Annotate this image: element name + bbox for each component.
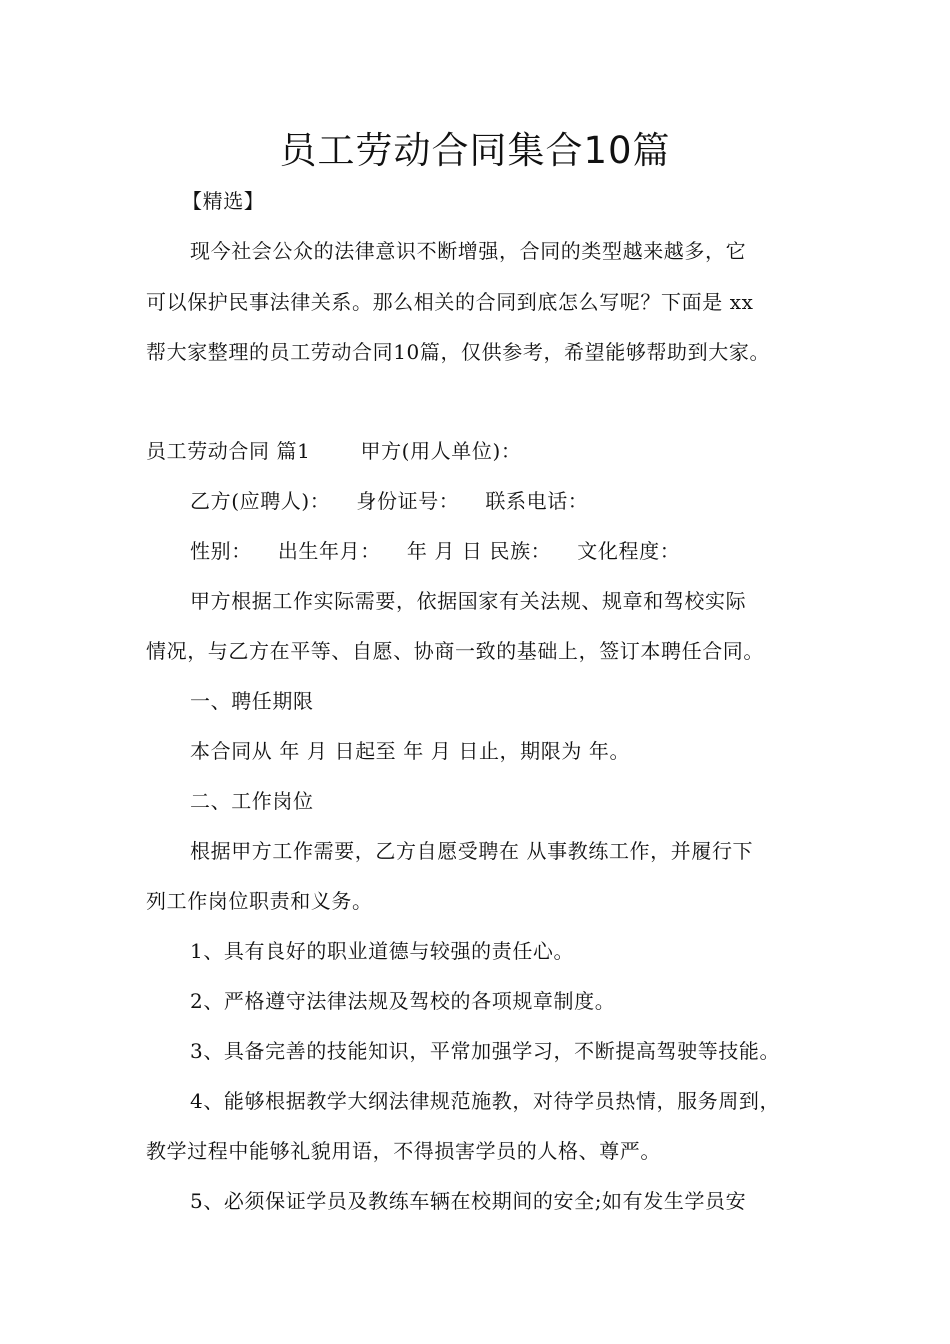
birth-date-label: 出生年月：: [277, 539, 381, 563]
ethnicity-label: 年 月 日 民族：: [406, 539, 552, 563]
phone-label: 联系电话：: [485, 489, 589, 513]
section-heading: 员工劳动合同 篇1: [146, 439, 311, 463]
education-label: 文化程度：: [577, 539, 681, 563]
duty-item-continued: 教学过程中能够礼貌用语，不得损害学员的人格、尊严。: [146, 1139, 661, 1163]
party-a-label: 甲方(用人单位)：: [360, 439, 522, 463]
party-b-label: 乙方(应聘人)：: [190, 489, 331, 513]
term-heading: 一、聘任期限: [190, 689, 314, 713]
duty-item: 4、能够根据教学大纲法律规范施教，对待学员热情，服务周到，: [190, 1089, 781, 1113]
intro-line: 现今社会公众的法律意识不断增强，合同的类型越来越多，它: [190, 239, 747, 263]
preamble-line: 甲方根据工作实际需要，依据国家有关法规、规章和驾校实际: [190, 589, 747, 613]
position-line: 根据甲方工作需要，乙方自愿受聘在 从事教练工作，并履行下: [190, 839, 754, 863]
position-line: 列工作岗位职责和义务。: [146, 889, 373, 913]
preamble-line: 情况，与乙方在平等、自愿、协商一致的基础上，签订本聘任合同。: [146, 639, 764, 663]
position-heading: 二、工作岗位: [190, 789, 314, 813]
personal-info-row: [190, 536, 830, 566]
intro-line: 可以保护民事法律关系。那么相关的合同到底怎么写呢？下面是 xx: [146, 290, 754, 314]
party-b-row: [190, 486, 830, 516]
duty-item: 5、必须保证学员及教练车辆在校期间的安全;如有发生学员安: [190, 1189, 747, 1213]
duty-item: 2、严格遵守法律法规及驾校的各项规章制度。: [190, 989, 616, 1013]
gender-label: 性别：: [190, 539, 252, 563]
section-heading-row: [146, 436, 826, 466]
duty-item: 1、具有良好的职业道德与较强的责任心。: [190, 939, 575, 963]
duty-item: 3、具备完善的技能知识，平常加强学习，不断提高驾驶等技能。: [190, 1039, 781, 1063]
term-text: 本合同从 年 月 日起至 年 月 日止，期限为 年。: [190, 739, 631, 763]
document-title: 员工劳动合同集合10篇: [279, 129, 671, 172]
intro-line: 帮大家整理的员工劳动合同10篇，仅供参考，希望能够帮助到大家。: [146, 340, 771, 364]
id-number-label: 身份证号：: [356, 489, 460, 513]
selected-tag: 【精选】: [182, 189, 265, 213]
